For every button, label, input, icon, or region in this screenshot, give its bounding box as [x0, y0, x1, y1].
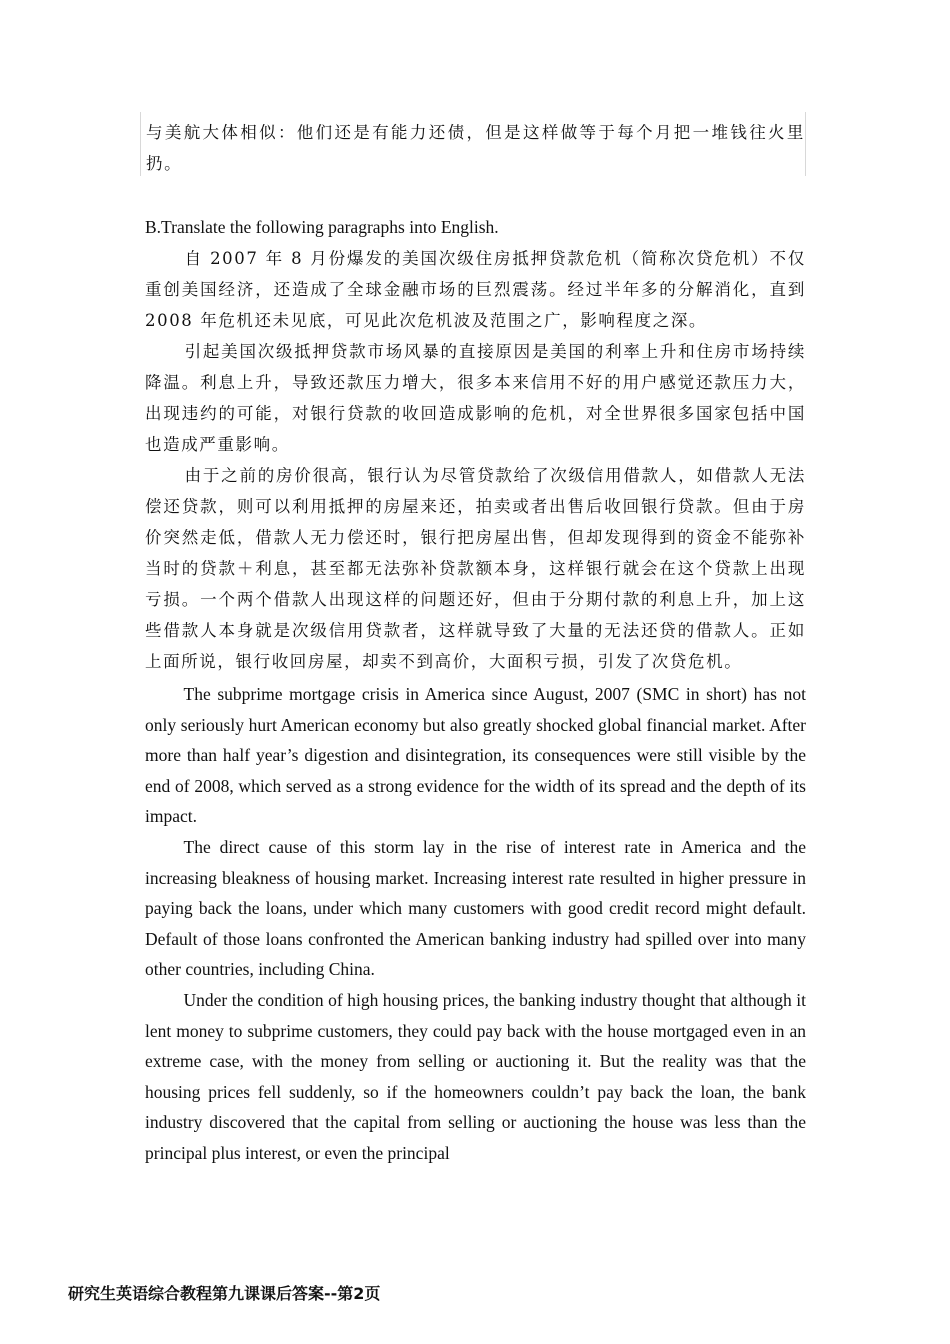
page-footer: 研究生英语综合教程第九课课后答案--第2页	[68, 1284, 381, 1303]
english-paragraph-1: The subprime mortgage crisis in America since August, 2007 (SMC in short) has not only seriously hurt American economy but also greatly shocked global financial market. After more than half year’s digestion and disintegration, its consequences were still visible by the end of 2008, which served as a strong evidence for the width of its spread and the depth of its impact.	[145, 684, 806, 827]
section-heading: B.Translate the following paragraphs into English.	[145, 217, 499, 237]
previous-answer-fragment: 与美航大体相似：他们还是有能力还债，但是这样做等于每个月把一堆钱往火里扔。	[146, 123, 805, 173]
chinese-paragraph-3: 由于之前的房价很高，银行认为尽管贷款给了次级信用借款人，如借款人无法偿还贷款，则可以利用抵押的房屋来还，拍卖或者出售后收回银行贷款。但由于房价突然走低，借款人无力偿还时，银行把房屋出售，但却发现得到的资金不能弥补当时的贷款＋利息，甚至都无法弥补贷款额本身，这样银行就会在这个贷款上出现亏损。一个两个借款人出现这样的问题还好，但由于分期付款的利息上升，加上这些借款人本身就是次级信用贷款者，这样就导致了大量的无法还贷的借款人。正如上面所说，银行收回房屋，却卖不到高价，大面积亏损，引发了次贷危机。	[145, 466, 806, 671]
english-paragraph-3: Under the condition of high housing prices, the banking industry thought that although it lent money to subprime customers, they could pay back with the house mortgaged even in an extreme case, with the money from selling or auctioning it. But the reality was that the housing prices fell suddenly, so if the homeowners couldn’t pay back the loan, the bank industry discovered that the capital from selling or auctioning the house was less than the principal plus interest, or even the principal	[145, 989, 806, 1163]
chinese-paragraph-1: 自 2007 年 8 月份爆发的美国次级住房抵押贷款危机（简称次贷危机）不仅重创美国经济，还造成了全球金融市场的巨烈震荡。经过半年多的分解消化，直到 2008 年危机还未见底，可见此次危机波及范围之广，影响程度之深。	[145, 249, 806, 330]
chinese-paragraph-2: 引起美国次级抵押贷款市场风暴的直接原因是美国的利率上升和住房市场持续降温。利息上升，导致还款压力增大，很多本来信用不好的用户感觉还款压力大，出现违约的可能，对银行贷款的收回造成影响的危机，对全世界很多国家包括中国也造成严重影响。	[145, 342, 806, 454]
english-translation	[145, 679, 806, 1169]
translation-section	[145, 212, 806, 1169]
english-paragraph-2: The direct cause of this storm lay in the rise of interest rate in America and the increasing bleakness of housing market. Increasing interest rate resulted in higher pressure in paying back the loans, under which many customers with good credit record might default. Default of those loans confronted the American banking industry had spilled over into many other countries, including China.	[145, 836, 806, 980]
previous-answer-fragment-box	[140, 112, 806, 176]
